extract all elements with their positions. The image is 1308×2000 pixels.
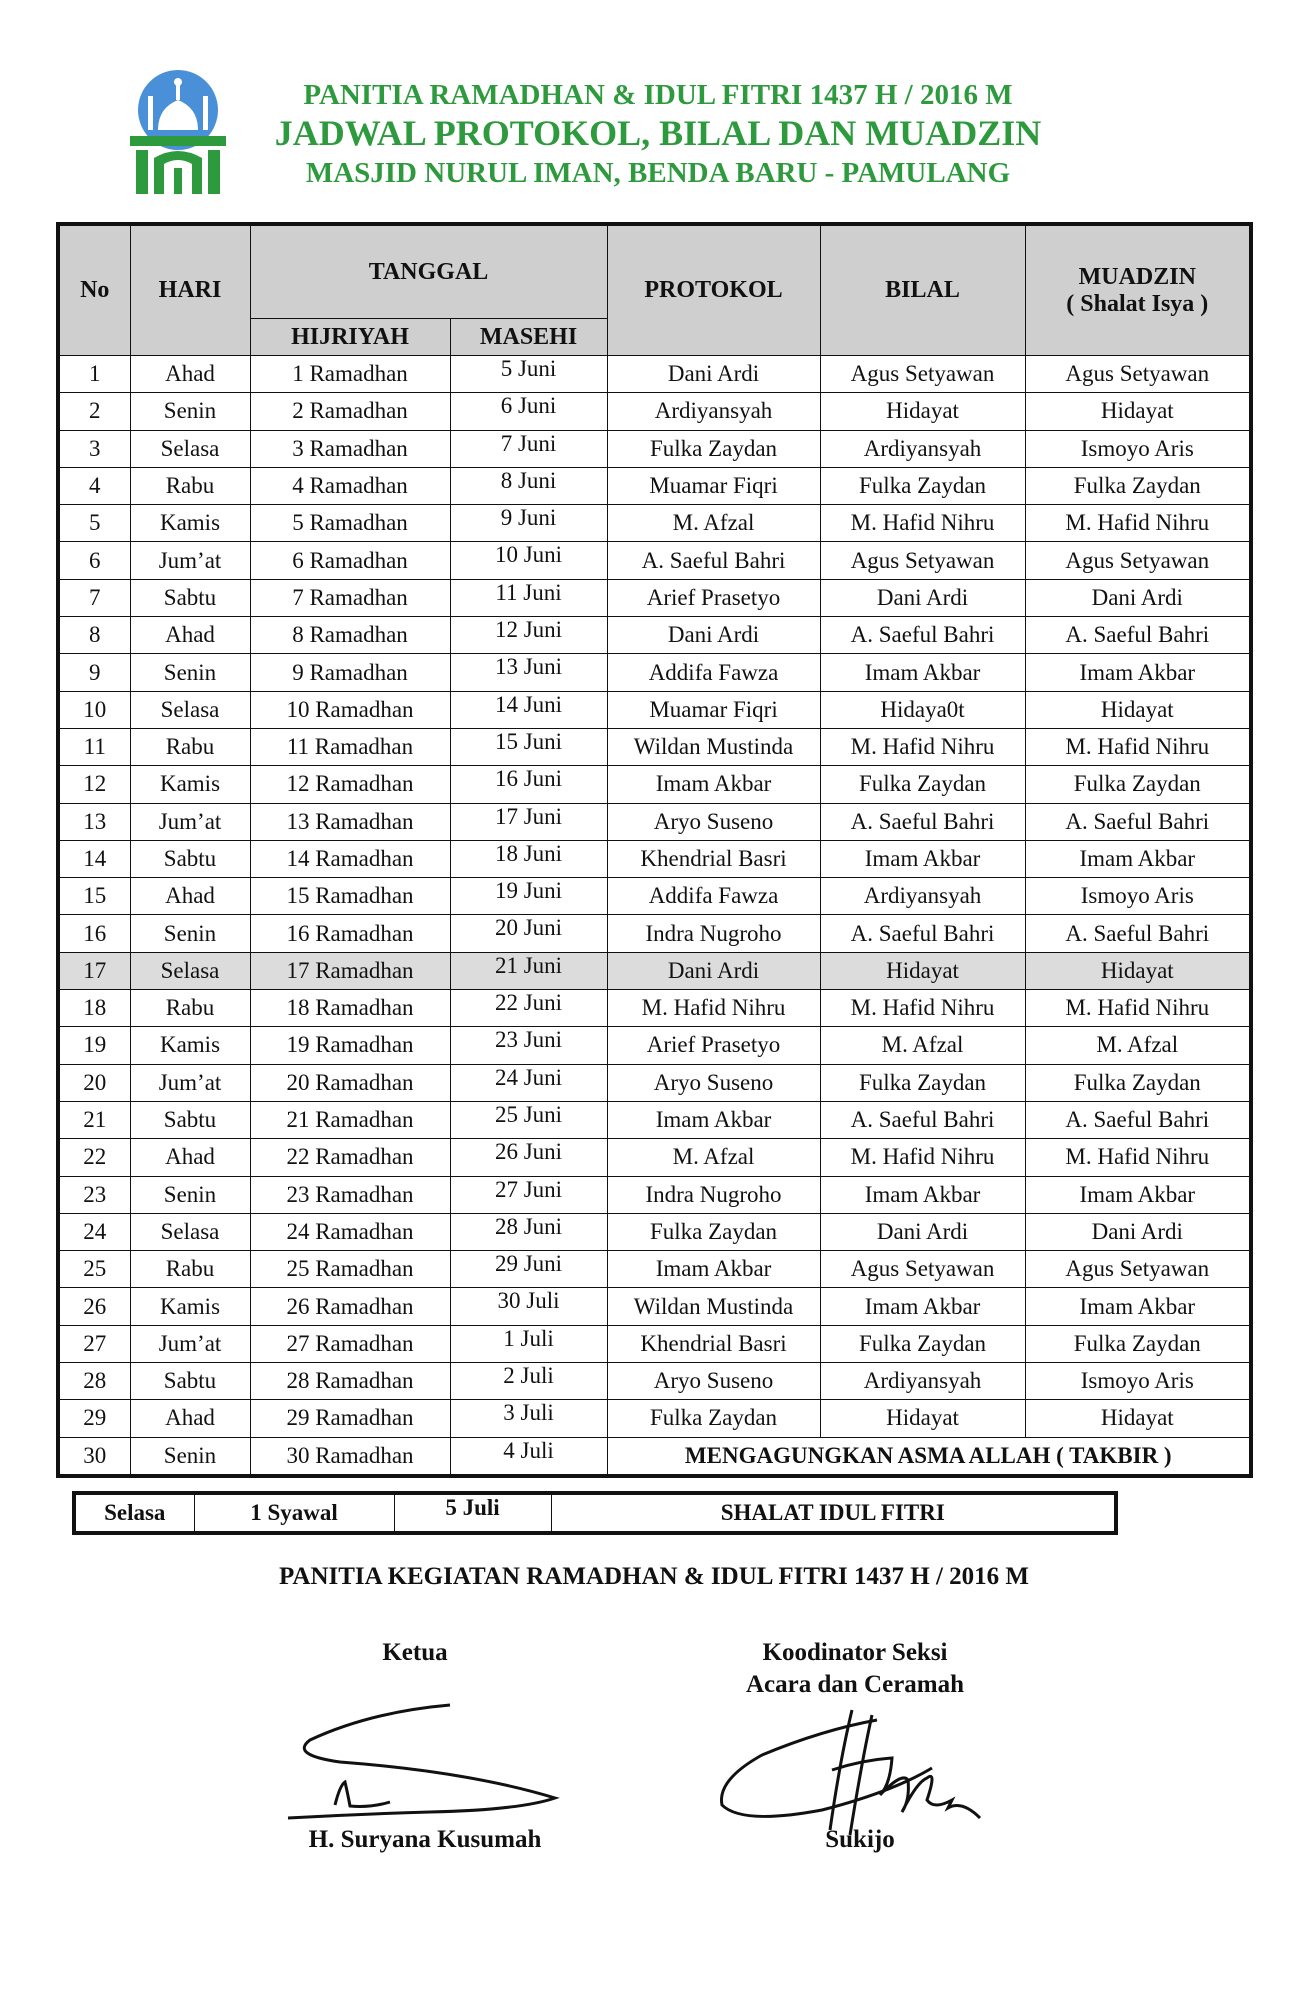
table-row: [58, 1101, 1251, 1138]
koordinator-label-1: Koodinator Seksi: [762, 1639, 948, 1666]
cell-hari: Selasa: [130, 952, 250, 989]
cell-hijriyah: 9 Ramadhan: [250, 654, 450, 691]
cell-bilal: M. Hafid Nihru: [820, 990, 1025, 1027]
cell-muadzin: Fulka Zaydan: [1025, 1064, 1251, 1101]
cell-hari: Sabtu: [130, 1363, 250, 1400]
cell-bilal: Ardiyansyah: [820, 430, 1025, 467]
cell-protokol: Dani Ardi: [607, 952, 820, 989]
cell-hijriyah: 8 Ramadhan: [250, 617, 450, 654]
mosque-logo: [128, 70, 228, 194]
cell-bilal: M. Hafid Nihru: [820, 1139, 1025, 1176]
table-row: [58, 691, 1251, 728]
cell-bilal: Fulka Zaydan: [820, 1325, 1025, 1362]
cell-hari: Selasa: [130, 1213, 250, 1250]
table-row: [58, 356, 1251, 393]
cell-hijriyah: 13 Ramadhan: [250, 803, 450, 840]
cell-bilal: Hidayat: [820, 393, 1025, 430]
cell-bilal: M. Afzal: [820, 1027, 1025, 1064]
cell-hari: Sabtu: [130, 579, 250, 616]
cell-muadzin: Dani Ardi: [1025, 1213, 1251, 1250]
cell-no: 24: [58, 1213, 130, 1250]
left-signature-image: [280, 1700, 580, 1830]
ketua-label: Ketua: [382, 1639, 448, 1666]
table-row: [58, 1139, 1251, 1176]
cell-hijriyah: 7 Ramadhan: [250, 579, 450, 616]
col-hari-header: HARI: [130, 224, 250, 356]
cell-protokol: Khendrial Basri: [607, 840, 820, 877]
cell-protokol: Muamar Fiqri: [607, 467, 820, 504]
row30-masehi: 4 Juli: [450, 1437, 607, 1476]
cell-protokol: Fulka Zaydan: [607, 430, 820, 467]
cell-hijriyah: 18 Ramadhan: [250, 990, 450, 1027]
table-row: [58, 878, 1251, 915]
cell-no: 1: [58, 356, 130, 393]
cell-hari: Rabu: [130, 728, 250, 765]
final-masehi: 5 Juli: [394, 1493, 551, 1533]
col-no-header: No: [58, 224, 130, 356]
cell-protokol: Imam Akbar: [607, 766, 820, 803]
table-row: [58, 430, 1251, 467]
cell-masehi: 14 Juni: [450, 691, 607, 728]
cell-hari: Kamis: [130, 766, 250, 803]
cell-hijriyah: 14 Ramadhan: [250, 840, 450, 877]
cell-muadzin: Hidayat: [1025, 691, 1251, 728]
row30-no: 30: [58, 1437, 130, 1476]
cell-hari: Ahad: [130, 356, 250, 393]
cell-masehi: 29 Juni: [450, 1251, 607, 1288]
cell-hari: Rabu: [130, 467, 250, 504]
koordinator-label-2: Acara dan Ceramah: [745, 1671, 965, 1698]
cell-hari: Sabtu: [130, 1101, 250, 1138]
cell-hijriyah: 10 Ramadhan: [250, 691, 450, 728]
cell-no: 17: [58, 952, 130, 989]
table-row: [58, 1363, 1251, 1400]
cell-hijriyah: 26 Ramadhan: [250, 1288, 450, 1325]
schedule-table: [56, 222, 1253, 1478]
cell-protokol: Wildan Mustinda: [607, 1288, 820, 1325]
cell-bilal: Dani Ardi: [820, 1213, 1025, 1250]
cell-muadzin: M. Hafid Nihru: [1025, 728, 1251, 765]
cell-hari: Kamis: [130, 505, 250, 542]
cell-hari: Senin: [130, 393, 250, 430]
left-signature-role: [250, 1637, 580, 1669]
cell-masehi: 20 Juni: [450, 915, 607, 952]
cell-hijriyah: 23 Ramadhan: [250, 1176, 450, 1213]
table-row: [58, 1251, 1251, 1288]
cell-muadzin: Imam Akbar: [1025, 840, 1251, 877]
cell-protokol: Arief Prasetyo: [607, 1027, 820, 1064]
cell-bilal: Hidayat: [820, 1400, 1025, 1437]
cell-muadzin: Ismoyo Aris: [1025, 430, 1251, 467]
koordinator-name: Sukijo: [825, 1826, 895, 1853]
cell-protokol: Khendrial Basri: [607, 1325, 820, 1362]
cell-hijriyah: 28 Ramadhan: [250, 1363, 450, 1400]
row30-hijriyah: 30 Ramadhan: [250, 1437, 450, 1476]
cell-no: 6: [58, 542, 130, 579]
cell-masehi: 19 Juni: [450, 878, 607, 915]
cell-muadzin: Imam Akbar: [1025, 654, 1251, 691]
table-row: [58, 505, 1251, 542]
cell-no: 5: [58, 505, 130, 542]
cell-bilal: A. Saeful Bahri: [820, 803, 1025, 840]
cell-hari: Selasa: [130, 691, 250, 728]
cell-no: 14: [58, 840, 130, 877]
cell-hijriyah: 20 Ramadhan: [250, 1064, 450, 1101]
cell-muadzin: Fulka Zaydan: [1025, 467, 1251, 504]
cell-protokol: Aryo Suseno: [607, 1363, 820, 1400]
table-row: [58, 617, 1251, 654]
cell-hari: Ahad: [130, 1139, 250, 1176]
cell-hijriyah: 1 Ramadhan: [250, 356, 450, 393]
cell-bilal: Fulka Zaydan: [820, 1064, 1025, 1101]
cell-hari: Jum’at: [130, 542, 250, 579]
cell-masehi: 7 Juni: [450, 430, 607, 467]
table-row: [58, 579, 1251, 616]
col-bilal-header: BILAL: [820, 224, 1025, 356]
cell-hijriyah: 24 Ramadhan: [250, 1213, 450, 1250]
cell-bilal: Agus Setyawan: [820, 1251, 1025, 1288]
cell-no: 10: [58, 691, 130, 728]
table-row: [58, 915, 1251, 952]
col-masehi-header: MASEHI: [450, 319, 607, 356]
cell-hijriyah: 6 Ramadhan: [250, 542, 450, 579]
idul-fitri-row-wrapper: [72, 1491, 1118, 1535]
cell-muadzin: M. Hafid Nihru: [1025, 505, 1251, 542]
table-row: [58, 1064, 1251, 1101]
cell-no: 12: [58, 766, 130, 803]
cell-hari: Kamis: [130, 1288, 250, 1325]
cell-hari: Kamis: [130, 1027, 250, 1064]
table-row: [58, 952, 1251, 989]
muadzin-title: MUADZIN: [1078, 263, 1196, 290]
cell-bilal: Imam Akbar: [820, 1288, 1025, 1325]
table-row: [58, 1325, 1251, 1362]
cell-hari: Jum’at: [130, 1064, 250, 1101]
cell-hari: Ahad: [130, 1400, 250, 1437]
cell-protokol: Aryo Suseno: [607, 803, 820, 840]
row30-takbir-note: MENGAGUNGKAN ASMA ALLAH ( TAKBIR ): [607, 1437, 1251, 1476]
schedule-table-wrapper: [56, 222, 1249, 1478]
cell-muadzin: Hidayat: [1025, 393, 1251, 430]
cell-no: 22: [58, 1139, 130, 1176]
cell-no: 27: [58, 1325, 130, 1362]
final-note: SHALAT IDUL FITRI: [551, 1493, 1116, 1533]
cell-bilal: Ardiyansyah: [820, 1363, 1025, 1400]
schedule-title: JADWAL PROTOKOL, BILAL DAN MUADZIN: [274, 113, 1042, 153]
cell-muadzin: A. Saeful Bahri: [1025, 803, 1251, 840]
cell-hijriyah: 21 Ramadhan: [250, 1101, 450, 1138]
cell-protokol: M. Afzal: [607, 505, 820, 542]
cell-muadzin: Imam Akbar: [1025, 1176, 1251, 1213]
cell-no: 4: [58, 467, 130, 504]
cell-masehi: 22 Juni: [450, 990, 607, 1027]
cell-muadzin: Fulka Zaydan: [1025, 766, 1251, 803]
table-row: [58, 1176, 1251, 1213]
cell-hijriyah: 25 Ramadhan: [250, 1251, 450, 1288]
cell-no: 18: [58, 990, 130, 1027]
muadzin-subtitle: ( Shalat Isya ): [1066, 290, 1209, 317]
cell-masehi: 30 Juli: [450, 1288, 607, 1325]
mosque-title: MASJID NURUL IMAN, BENDA BARU - PAMULANG: [305, 157, 1011, 189]
col-tanggal-header: TANGGAL: [250, 224, 607, 319]
cell-protokol: Addifa Fawza: [607, 878, 820, 915]
cell-hijriyah: 3 Ramadhan: [250, 430, 450, 467]
cell-masehi: 8 Juni: [450, 467, 607, 504]
cell-hijriyah: 27 Ramadhan: [250, 1325, 450, 1362]
cell-muadzin: Hidayat: [1025, 952, 1251, 989]
cell-hijriyah: 22 Ramadhan: [250, 1139, 450, 1176]
cell-masehi: 28 Juni: [450, 1213, 607, 1250]
ketua-name: H. Suryana Kusumah: [308, 1826, 542, 1853]
cell-hari: Ahad: [130, 617, 250, 654]
cell-hari: Jum’at: [130, 1325, 250, 1362]
cell-hari: Sabtu: [130, 840, 250, 877]
cell-hijriyah: 29 Ramadhan: [250, 1400, 450, 1437]
cell-protokol: Imam Akbar: [607, 1101, 820, 1138]
cell-hijriyah: 2 Ramadhan: [250, 393, 450, 430]
cell-protokol: Indra Nugroho: [607, 1176, 820, 1213]
cell-bilal: A. Saeful Bahri: [820, 617, 1025, 654]
cell-muadzin: Hidayat: [1025, 1400, 1251, 1437]
cell-muadzin: Agus Setyawan: [1025, 356, 1251, 393]
cell-protokol: Ardiyansyah: [607, 393, 820, 430]
table-row: [58, 803, 1251, 840]
document-header: [258, 78, 1058, 192]
table-row-30: [58, 1437, 1251, 1476]
cell-hijriyah: 12 Ramadhan: [250, 766, 450, 803]
cell-no: 19: [58, 1027, 130, 1064]
cell-hijriyah: 15 Ramadhan: [250, 878, 450, 915]
cell-protokol: Arief Prasetyo: [607, 579, 820, 616]
cell-bilal: Fulka Zaydan: [820, 467, 1025, 504]
cell-masehi: 23 Juni: [450, 1027, 607, 1064]
committee-footer-title: PANITIA KEGIATAN RAMADHAN & IDUL FITRI 1437 H / 2016 M: [278, 1563, 1030, 1590]
table-row: [58, 990, 1251, 1027]
col-hijriyah-header: HIJRIYAH: [250, 319, 450, 356]
cell-protokol: Dani Ardi: [607, 617, 820, 654]
cell-no: 26: [58, 1288, 130, 1325]
cell-no: 11: [58, 728, 130, 765]
schedule-rows: [58, 356, 1251, 1438]
cell-bilal: Hidaya0t: [820, 691, 1025, 728]
cell-masehi: 13 Juni: [450, 654, 607, 691]
cell-protokol: Imam Akbar: [607, 1251, 820, 1288]
cell-protokol: M. Afzal: [607, 1139, 820, 1176]
cell-bilal: Ardiyansyah: [820, 878, 1025, 915]
cell-no: 8: [58, 617, 130, 654]
final-hijriyah: 1 Syawal: [194, 1493, 394, 1533]
cell-masehi: 21 Juni: [450, 952, 607, 989]
cell-no: 15: [58, 878, 130, 915]
cell-muadzin: Ismoyo Aris: [1025, 878, 1251, 915]
cell-masehi: 18 Juni: [450, 840, 607, 877]
cell-no: 28: [58, 1363, 130, 1400]
cell-muadzin: Agus Setyawan: [1025, 1251, 1251, 1288]
table-row: [58, 728, 1251, 765]
cell-muadzin: A. Saeful Bahri: [1025, 1101, 1251, 1138]
cell-hari: Jum’at: [130, 803, 250, 840]
cell-bilal: Agus Setyawan: [820, 542, 1025, 579]
cell-masehi: 15 Juni: [450, 728, 607, 765]
row30-hari: Senin: [130, 1437, 250, 1476]
cell-hijriyah: 16 Ramadhan: [250, 915, 450, 952]
cell-hari: Senin: [130, 654, 250, 691]
table-row: [58, 766, 1251, 803]
cell-protokol: Fulka Zaydan: [607, 1213, 820, 1250]
table-row: [58, 542, 1251, 579]
table-row: [58, 393, 1251, 430]
cell-protokol: M. Hafid Nihru: [607, 990, 820, 1027]
right-signature-role: [690, 1637, 1020, 1701]
cell-no: 23: [58, 1176, 130, 1213]
cell-no: 7: [58, 579, 130, 616]
table-row: [58, 654, 1251, 691]
cell-bilal: M. Hafid Nihru: [820, 728, 1025, 765]
cell-bilal: A. Saeful Bahri: [820, 1101, 1025, 1138]
cell-masehi: 27 Juni: [450, 1176, 607, 1213]
cell-bilal: Imam Akbar: [820, 1176, 1025, 1213]
cell-hijriyah: 4 Ramadhan: [250, 467, 450, 504]
cell-masehi: 3 Juli: [450, 1400, 607, 1437]
col-protokol-header: PROTOKOL: [607, 224, 820, 356]
table-row: [58, 840, 1251, 877]
cell-muadzin: Fulka Zaydan: [1025, 1325, 1251, 1362]
idul-fitri-row: [72, 1491, 1118, 1535]
cell-masehi: 5 Juni: [450, 356, 607, 393]
cell-masehi: 17 Juni: [450, 803, 607, 840]
cell-hari: Rabu: [130, 1251, 250, 1288]
cell-hari: Selasa: [130, 430, 250, 467]
cell-masehi: 6 Juni: [450, 393, 607, 430]
cell-bilal: Agus Setyawan: [820, 356, 1025, 393]
cell-bilal: Hidayat: [820, 952, 1025, 989]
cell-hari: Rabu: [130, 990, 250, 1027]
cell-hijriyah: 19 Ramadhan: [250, 1027, 450, 1064]
cell-muadzin: A. Saeful Bahri: [1025, 617, 1251, 654]
table-row: [58, 1027, 1251, 1064]
table-row: [58, 1288, 1251, 1325]
cell-protokol: Indra Nugroho: [607, 915, 820, 952]
cell-protokol: Dani Ardi: [607, 356, 820, 393]
cell-muadzin: Ismoyo Aris: [1025, 1363, 1251, 1400]
cell-bilal: Imam Akbar: [820, 654, 1025, 691]
cell-masehi: 2 Juli: [450, 1363, 607, 1400]
cell-muadzin: M. Hafid Nihru: [1025, 990, 1251, 1027]
cell-no: 13: [58, 803, 130, 840]
cell-muadzin: M. Hafid Nihru: [1025, 1139, 1251, 1176]
cell-no: 2: [58, 393, 130, 430]
table-row: [58, 1400, 1251, 1437]
cell-protokol: Muamar Fiqri: [607, 691, 820, 728]
table-row: [58, 1213, 1251, 1250]
cell-no: 25: [58, 1251, 130, 1288]
cell-bilal: Dani Ardi: [820, 579, 1025, 616]
cell-hijriyah: 11 Ramadhan: [250, 728, 450, 765]
cell-masehi: 9 Juni: [450, 505, 607, 542]
final-hari: Selasa: [74, 1493, 194, 1533]
col-muadzin-header: [1025, 224, 1251, 356]
cell-masehi: 16 Juni: [450, 766, 607, 803]
cell-protokol: Wildan Mustinda: [607, 728, 820, 765]
cell-muadzin: Imam Akbar: [1025, 1288, 1251, 1325]
cell-muadzin: Dani Ardi: [1025, 579, 1251, 616]
cell-masehi: 10 Juni: [450, 542, 607, 579]
cell-masehi: 24 Juni: [450, 1064, 607, 1101]
cell-no: 21: [58, 1101, 130, 1138]
cell-protokol: Addifa Fawza: [607, 654, 820, 691]
cell-masehi: 25 Juni: [450, 1101, 607, 1138]
cell-hari: Ahad: [130, 878, 250, 915]
cell-no: 3: [58, 430, 130, 467]
cell-no: 20: [58, 1064, 130, 1101]
cell-muadzin: Agus Setyawan: [1025, 542, 1251, 579]
cell-no: 29: [58, 1400, 130, 1437]
cell-muadzin: M. Afzal: [1025, 1027, 1251, 1064]
cell-muadzin: A. Saeful Bahri: [1025, 915, 1251, 952]
table-row: [58, 467, 1251, 504]
cell-masehi: 1 Juli: [450, 1325, 607, 1362]
cell-masehi: 26 Juni: [450, 1139, 607, 1176]
cell-hijriyah: 5 Ramadhan: [250, 505, 450, 542]
cell-bilal: Imam Akbar: [820, 840, 1025, 877]
cell-hari: Senin: [130, 915, 250, 952]
cell-masehi: 12 Juni: [450, 617, 607, 654]
cell-bilal: Fulka Zaydan: [820, 766, 1025, 803]
cell-protokol: A. Saeful Bahri: [607, 542, 820, 579]
cell-bilal: A. Saeful Bahri: [820, 915, 1025, 952]
cell-hijriyah: 17 Ramadhan: [250, 952, 450, 989]
cell-bilal: M. Hafid Nihru: [820, 505, 1025, 542]
cell-protokol: Aryo Suseno: [607, 1064, 820, 1101]
cell-no: 9: [58, 654, 130, 691]
cell-no: 16: [58, 915, 130, 952]
cell-hari: Senin: [130, 1176, 250, 1213]
committee-title: PANITIA RAMADHAN & IDUL FITRI 1437 H / 2016 M: [303, 79, 1013, 111]
cell-masehi: 11 Juni: [450, 579, 607, 616]
cell-protokol: Fulka Zaydan: [607, 1400, 820, 1437]
